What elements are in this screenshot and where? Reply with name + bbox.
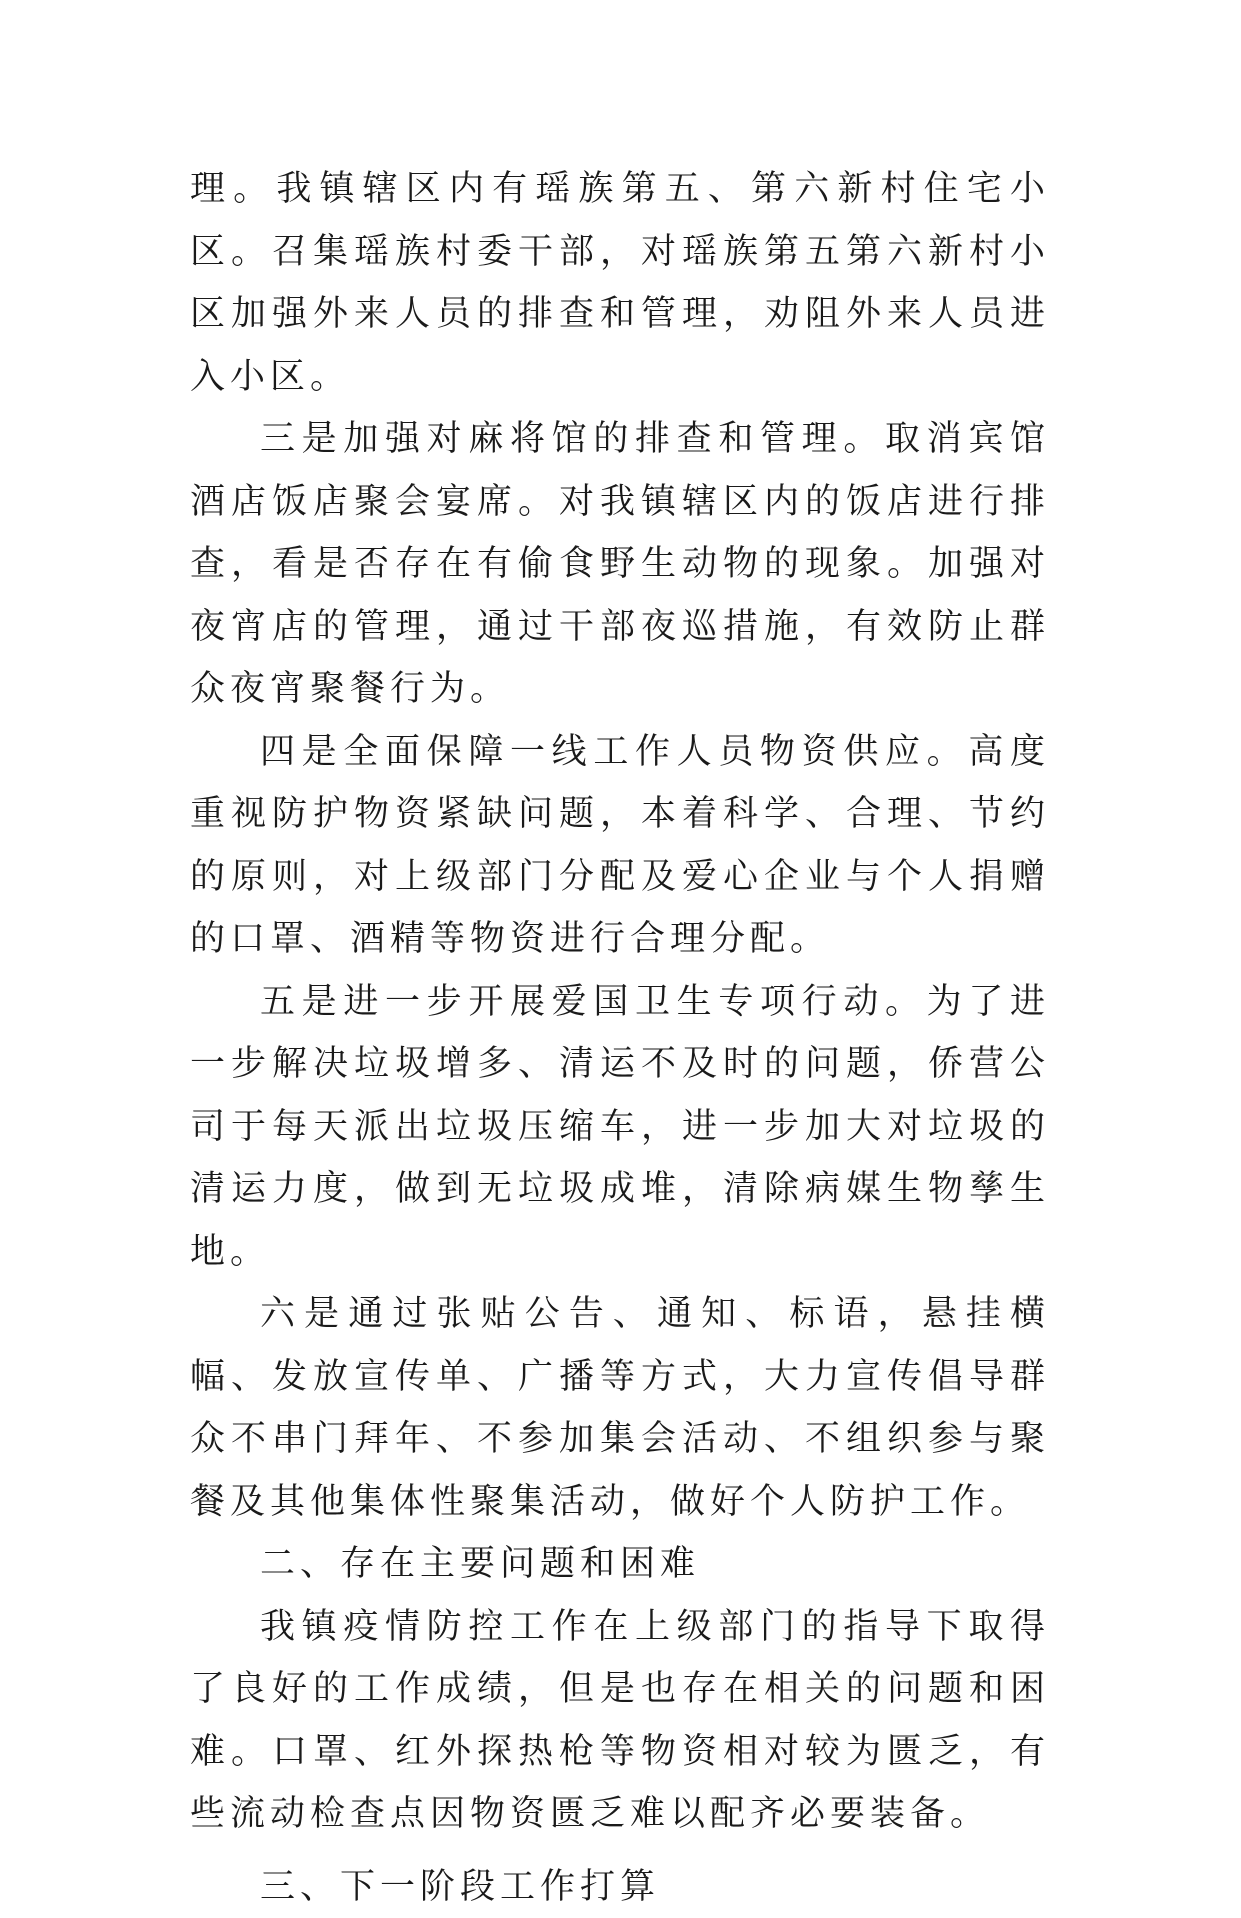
section-heading-next-steps: 三、下一阶段工作打算 [190,1856,1050,1918]
paragraph-item-three: 三是加强对麻将馆的排查和管理。取消宾馆酒店饭店聚会宴席。对我镇辖区内的饭店进行排查，看是否存在有偷食野生动物的现象。加强对夜宵店的管理，通过干部夜巡措施，有效防止群众夜宵聚餐行为。 [190,408,1050,721]
section-heading-problems: 二、存在主要问题和困难 [190,1533,1050,1596]
paragraph-item-four: 四是全面保障一线工作人员物资供应。高度重视防护物资紧缺问题，本着科学、合理、节约的原则，对上级部门分配及爱心企业与个人捐赠的口罩、酒精等物资进行合理分配。 [190,721,1050,971]
paragraph-item-five: 五是进一步开展爱国卫生专项行动。为了进一步解决垃圾增多、清运不及时的问题，侨营公司于每天派出垃圾压缩车，进一步加大对垃圾的清运力度，做到无垃圾成堆，清除病媒生物孳生地。 [190,971,1050,1284]
paragraph-continuation: 理。我镇辖区内有瑶族第五、第六新村住宅小区。召集瑶族村委干部，对瑶族第五第六新村小区加强外来人员的排查和管理，劝阻外来人员进入小区。 [190,158,1050,408]
paragraph-item-six: 六是通过张贴公告、通知、标语，悬挂横幅、发放宣传单、广播等方式，大力宣传倡导群众不串门拜年、不参加集会活动、不组织参与聚餐及其他集体性聚集活动，做好个人防护工作。 [190,1283,1050,1533]
paragraph-problems: 我镇疫情防控工作在上级部门的指导下取得了良好的工作成绩，但是也存在相关的问题和困难。口罩、红外探热枪等物资相对较为匮乏，有些流动检查点因物资匮乏难以配齐必要装备。 [190,1596,1050,1846]
document-body [190,158,1050,1918]
